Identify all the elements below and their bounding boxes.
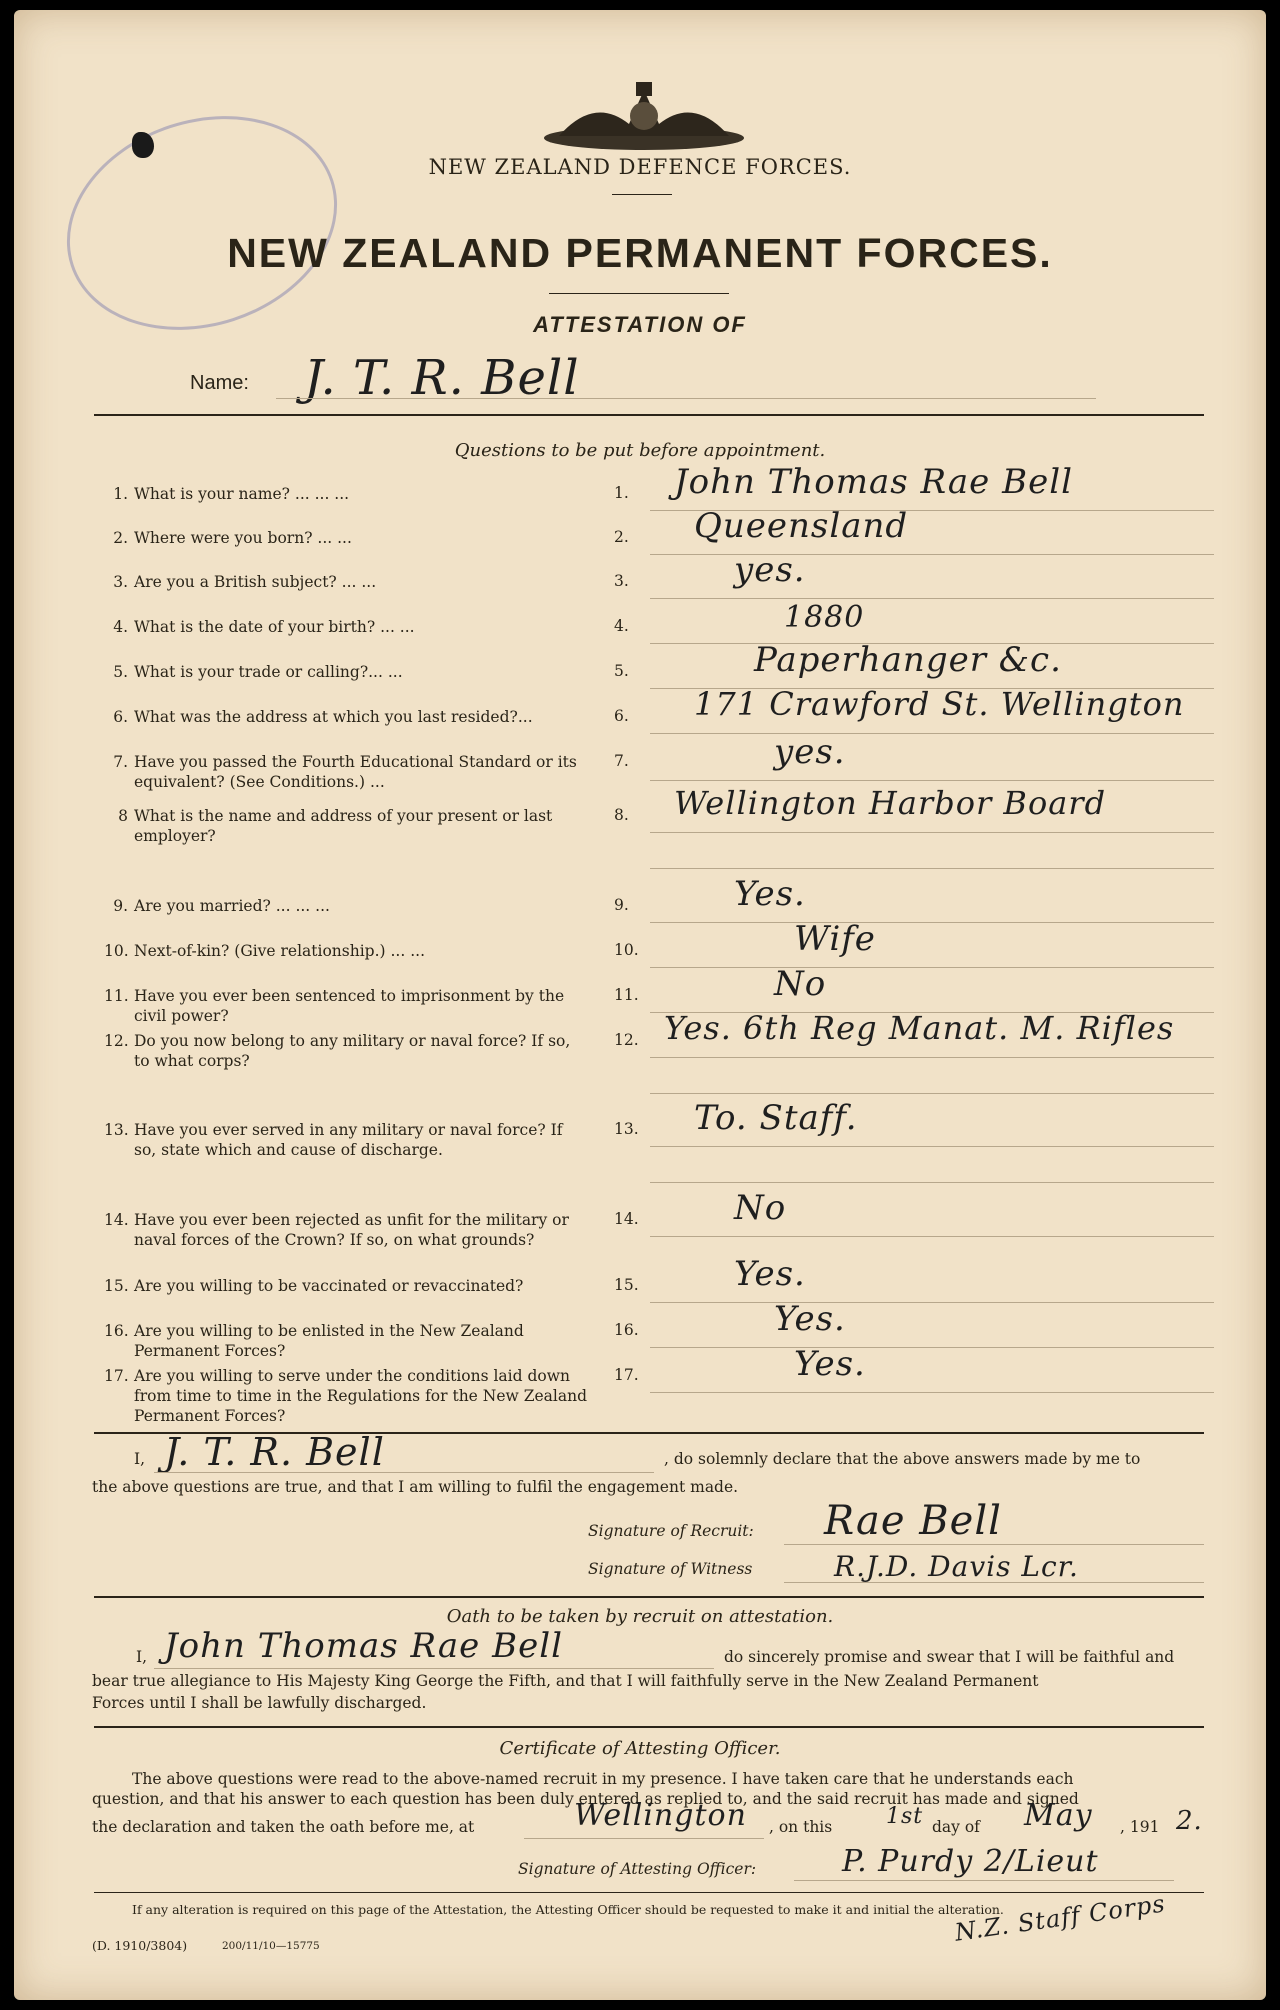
attestation-day: 1st	[886, 1804, 924, 1829]
witness-signature-label: Signature of Witness	[588, 1560, 753, 1578]
declaration-text-1: , do solemnly declare that the above answers made by me to	[664, 1450, 1141, 1468]
answer-14: No	[734, 1188, 787, 1228]
org-heading: NEW ZEALAND DEFENCE FORCES.	[428, 155, 852, 179]
declaration-prefix: I,	[134, 1450, 146, 1468]
question-12: 12. Do you now belong to any military or naval force? If so, to what corps?	[104, 1032, 571, 1070]
recruit-signature: Rae Bell	[824, 1498, 1002, 1544]
question-7: 7. Have you passed the Fourth Educational Standard or its equivalent? (See Conditions.) ...	[113, 753, 577, 791]
oath-name: John Thomas Rae Bell	[164, 1626, 563, 1666]
answer-8: Wellington Harbor Board	[674, 784, 1107, 822]
answer-number: 3.	[614, 572, 629, 590]
answer-16: Yes.	[774, 1299, 846, 1339]
answer-number: 9.	[614, 896, 629, 914]
answer-15: Yes.	[734, 1254, 806, 1294]
attestation-form-page	[14, 10, 1266, 2000]
oath-prefix: I,	[136, 1648, 148, 1666]
answer-3: yes.	[734, 550, 806, 590]
oath-text-2: bear true allegiance to His Majesty King George the Fifth, and that I will faithfully serve in the New Zealand Permanent	[92, 1672, 1039, 1690]
attestation-year-digit: 2.	[1176, 1806, 1203, 1836]
answer-number: 11.	[614, 986, 639, 1004]
answer-1: John Thomas Rae Bell	[674, 462, 1073, 502]
form-code: (D. 1910/3804)	[92, 1938, 188, 1953]
answer-2: Queensland	[694, 506, 909, 546]
answer-number: 8.	[614, 806, 629, 824]
answer-5: Paperhanger &c.	[754, 640, 1062, 680]
answer-number: 6.	[614, 707, 629, 725]
answer-number: 7.	[614, 752, 629, 770]
answer-10: Wife	[794, 919, 876, 959]
recruit-signature-label: Signature of Recruit:	[588, 1522, 754, 1540]
answer-number: 13.	[614, 1120, 639, 1138]
officer-signature-label: Signature of Attesting Officer:	[518, 1860, 757, 1878]
question-11: 11. Have you ever been sentenced to imprisonment by the civil power?	[104, 987, 565, 1025]
answer-17: Yes.	[794, 1344, 866, 1384]
answer-6: 171 Crawford St. Wellington	[694, 685, 1185, 723]
declaration-name: J. T. R. Bell	[164, 1430, 385, 1474]
officer-signature: P. Purdy 2/Lieut	[842, 1844, 1099, 1879]
answer-number: 2.	[614, 528, 629, 546]
answer-number: 12.	[614, 1031, 639, 1049]
question-16: 16. Are you willing to be enlisted in the New Zealand Permanent Forces?	[104, 1322, 524, 1360]
oath-text-3: Forces until I shall be lawfully discharged.	[92, 1694, 427, 1712]
question-13: 13. Have you ever served in any military or naval force? If so, state which and cause of discharge.	[104, 1121, 563, 1159]
question-9: 9. Are you married? ... ... ...	[113, 897, 330, 915]
question-4: 4. What is the date of your birth? ... ...	[113, 618, 415, 636]
answer-number: 4.	[614, 617, 629, 635]
question-3: 3. Are you a British subject? ... ...	[113, 573, 377, 591]
print-code: 200/11/10—15775	[222, 1940, 320, 1952]
answer-number: 16.	[614, 1321, 639, 1339]
question-5: 5. What is your trade or calling?... ...	[113, 663, 403, 681]
answer-number: 14.	[614, 1210, 639, 1228]
certificate-line-3d: , 191	[1120, 1818, 1160, 1836]
answer-12: Yes. 6th Reg Manat. M. Rifles	[664, 1009, 1175, 1047]
question-17: 17. Are you willing to serve under the conditions laid down from time to time in the Regulations for the New Zealand Permanent Forces?	[104, 1367, 587, 1425]
attestation-of-heading: ATTESTATION OF	[533, 312, 747, 337]
answer-number: 10.	[614, 941, 639, 959]
name-value: J. T. R. Bell	[304, 350, 580, 406]
certificate-line-3c: day of	[932, 1818, 980, 1836]
questions-heading: Questions to be put before appointment.	[454, 440, 826, 461]
oath-text-1: do sincerely promise and swear that I will be faithful and	[724, 1648, 1175, 1666]
question-10: 10. Next-of-kin? (Give relationship.) ... ...	[104, 942, 425, 960]
footer-initials: N.Z. Staff Corps	[953, 1889, 1168, 1947]
declaration-text-2: the above questions are true, and that I am willing to fulfil the engagement made.	[92, 1478, 739, 1496]
answer-11: No	[774, 964, 827, 1004]
answer-number: 15.	[614, 1276, 639, 1294]
question-1: 1. What is your name? ... ... ...	[113, 485, 350, 503]
attestation-month: May	[1024, 1798, 1093, 1833]
certificate-line-1: The above questions were read to the above-named recruit in my presence. I have taken care that he understands each	[132, 1770, 1074, 1788]
certificate-line-2: question, and that his answer to each question has been duly entered as replied to, and the said recruit has made and signed	[92, 1790, 1079, 1808]
question-8: 8 What is the name and address of your present or last employer?	[118, 807, 553, 845]
coat-of-arms-emblem	[534, 76, 754, 160]
witness-signature: R.J.D. Davis Lcr.	[834, 1550, 1079, 1583]
form-title: NEW ZEALAND PERMANENT FORCES.	[227, 230, 1053, 276]
answer-number: 5.	[614, 662, 629, 680]
certificate-line-3a: the declaration and taken the oath before me, at	[92, 1818, 475, 1836]
certificate-heading: Certificate of Attesting Officer.	[499, 1738, 781, 1759]
name-label: Name:	[190, 372, 249, 394]
question-15: 15. Are you willing to be vaccinated or revaccinated?	[104, 1277, 524, 1295]
oath-heading: Oath to be taken by recruit on attestation.	[446, 1606, 834, 1627]
answer-number: 17.	[614, 1366, 639, 1384]
answer-9: Yes.	[734, 874, 806, 914]
footer-note: If any alteration is required on this page of the Attestation, the Attesting Officer should be requested to make it and initial the alteration.	[132, 1902, 1004, 1917]
answer-number: 1.	[614, 484, 629, 502]
answer-7: yes.	[774, 732, 846, 772]
certificate-line-3b: , on this	[769, 1818, 833, 1836]
question-14: 14. Have you ever been rejected as unfit for the military or naval forces of the Crown? If so, on what grounds?	[104, 1211, 569, 1249]
answer-4: 1880	[784, 600, 865, 635]
attestation-place: Wellington	[574, 1798, 747, 1833]
question-2: 2. Where were you born? ... ...	[113, 529, 352, 547]
question-6: 6. What was the address at which you last resided?...	[113, 708, 533, 726]
answer-13: To. Staff.	[694, 1098, 858, 1138]
